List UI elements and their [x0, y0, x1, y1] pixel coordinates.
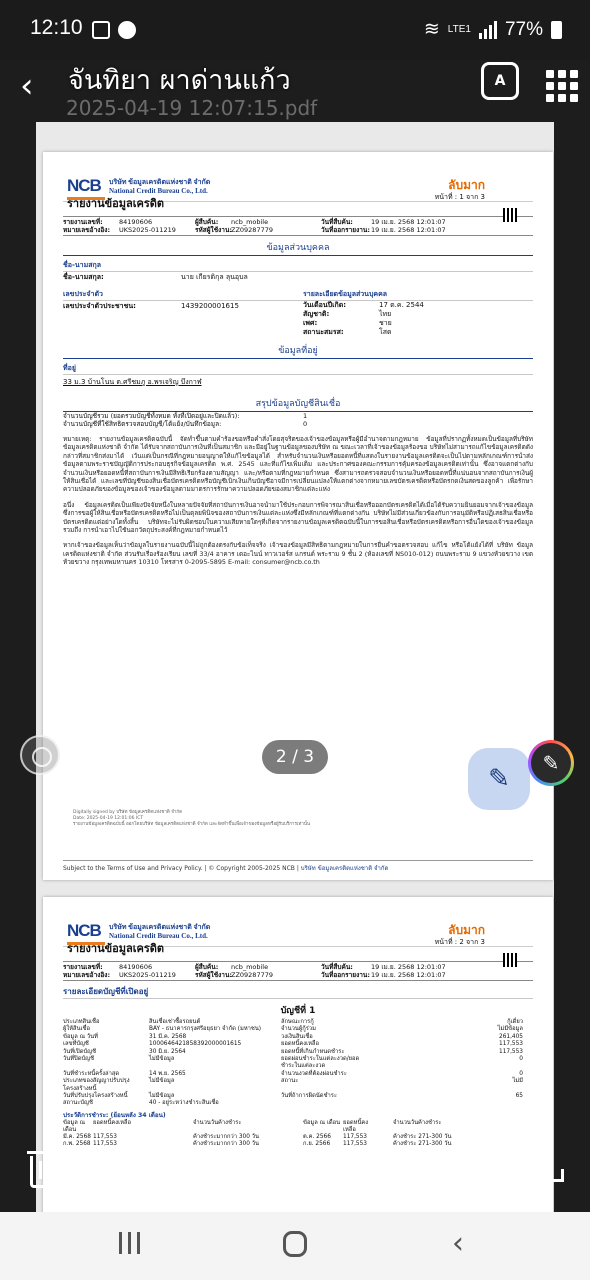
status-notification-icons: [92, 21, 136, 39]
history-row: ก.พ. 2568 117,553 ค้างชำระมากกว่า 300 วัน ก.ย. 2566 117,553 ค้างชำระ 271-300 วัน: [63, 1141, 452, 1148]
download-icon: [528, 1150, 558, 1182]
line-app-icon: [118, 21, 136, 39]
battery-percent: 77%: [504, 18, 543, 40]
background-filename: 2025-04-19 12:07:15.pdf: [66, 96, 318, 120]
open-accounts-section: รายละเอียดบัญชีที่เปิดอยู่: [63, 985, 533, 999]
signal-icon: [479, 21, 497, 39]
page-number: หน้าที่ : 1 จาก 3: [434, 193, 485, 201]
account-cell: 40 - อยู่ระหว่างชำระสินเชื่อ: [149, 1100, 219, 1107]
account-cell: ยอดผ่อนชำระในแต่ละงวด/ยอดชำระในแต่ละงวด: [281, 1056, 360, 1070]
account-cell: 0: [519, 1056, 523, 1063]
account-cell: [281, 1100, 371, 1107]
account-cell: 30 มิ.ย. 2564: [149, 1048, 186, 1055]
recent-apps-icon[interactable]: [119, 1232, 143, 1256]
account-cell: ไม่มีข้อมูล: [149, 1093, 175, 1100]
share-button[interactable]: [278, 1150, 308, 1184]
payment-history-title: ประวัติการชำระ: (ย้อนหลัง 34 เดือน): [63, 1111, 166, 1119]
id-detail-block: เลขประจำตัว เลขประจำตัวประชาชน: 1439200001615 รายละเอียดข้อมูลส่วนบุคคล วันเดือนปีเกิด: 17 ต.ค. 2544 สัญชาติ: ไทย เพศ: ชาย สถานะสมรส: โสด: [63, 285, 533, 337]
wifi-icon: ≋: [423, 19, 440, 40]
account-cell: ยอดหนี้คงเหลือ: [281, 1041, 319, 1048]
account-title: บัญชีที่ 1: [280, 1006, 316, 1016]
account-cell: ประเภทของสัญญาปรับปรุงโครงสร้างหนี้: [63, 1078, 130, 1092]
confidential-label: ลับมาก: [448, 923, 485, 937]
summary-title: สรุปข้อมูลบัญชีสินเชื่อ: [63, 396, 533, 412]
address-value: 33 ม.3 บ้านโนน ต.ศรีชมภู อ.พรเจริญ บึงกาฬ: [63, 378, 202, 386]
pencil-icon: ✎: [531, 743, 571, 783]
footer-link[interactable]: บริษัท ข้อมูลเครดิตแห่งชาติ จำกัด: [300, 865, 389, 872]
account-cell: ไม่มีข้อมูล: [497, 1026, 523, 1033]
page-number: หน้าที่ : 2 จาก 3: [434, 938, 485, 946]
report-meta: รายงานเลขที่: 84190606 ผู้สืบค้น: ncb_mobile วันที่สืบค้น: 19 เม.ย. 2568 12:01:07 หมายเลขอ้างอิง: UKS2025-011219 รหัสผู้ใช้งาน: ZZ09287779 วันที่ออกรายงาน: 19 เม.ย. 2568 12:01:07: [63, 216, 533, 236]
account-cell: วันที่ปรับปรุงโครงสร้างหนี้: [63, 1093, 128, 1100]
report-title: รายงานข้อมูลเครดิต: [67, 197, 165, 210]
payment-history-header: ข้อมูล ณ เดือน ยอดหนี้คงเหลือ จำนวนวันค้างชำระ ข้อมูล ณ เดือน ยอดหนี้คงเหลือ จำนวนวันค้างชำระ: [63, 1119, 442, 1134]
account-cell: ไม่มี: [512, 1078, 523, 1085]
dispute-paragraph: หากเจ้าของข้อมูลเห็นว่าข้อมูลในรายงานฉบับนี้ไม่ถูกต้องตรงกับข้อเท็จจริง เจ้าของข้อมูลมีสิทธิตามกฎหมายในการยื่นคำขอตรวจสอบ แก้ไข หรือโต้แย้งได้ที่ บริษัท ข้อมูลเครดิตแห่งชาติ จำกัด ส่วนรับเรื่องร้องเรียน เลขที่ 33/4 อาคาร เดอะไนน์ ทาวเวอร์ส แกรนด์ พระราม 9 ชั้น 2 (ห้องเลขที่ NS010-012) ถนนพระราม 9 แขวงห้วยขวาง เขตห้วยขวาง กรุงเทพมหานคร 10310 โทรสาร 0-2095-5895 E-mail: consumer@ncb.co.th: [63, 541, 533, 567]
confidential-label: ลับมาก: [448, 178, 485, 192]
summary-row: จำนวนบัญชีที่ใช้สิทธิตรวจสอบบัญชี/โต้แย้ง/บันทึกข้อมูล: 0: [63, 420, 308, 428]
network-label: LTE1: [447, 24, 471, 35]
account-cell: จำนวนผู้กู้ร่วม: [281, 1026, 316, 1033]
text-recognition-button[interactable]: A: [481, 62, 519, 100]
download-button[interactable]: [528, 1150, 558, 1182]
back-icon[interactable]: ‹: [452, 1226, 464, 1261]
address-section: ที่อยู่: [63, 363, 533, 375]
qr-code-icon: [503, 208, 517, 222]
summary-row: จำนวนบัญชีรวม (ยอดรวมบัญชีทั้งหมด ทั้งที่เปิดอยู่และปิดแล้ว): 1: [63, 412, 308, 420]
account-cell: สถานะบัญชี: [63, 1100, 93, 1107]
ncb-logo: NCB: [67, 921, 105, 945]
ncb-company-name: บริษัท ข้อมูลเครดิตแห่งชาติ จำกัด National Credit Bureau Co., Ltd.: [109, 178, 211, 195]
account-cell: 14 พ.ย. 2565: [149, 1070, 186, 1077]
ncb-header: [63, 152, 533, 210]
account-cell: ประเภทสินเชื่อ: [63, 1019, 100, 1025]
home-icon[interactable]: [283, 1231, 307, 1257]
account-cell: วันที่ชำระหนี้ครั้งล่าสุด: [63, 1070, 120, 1077]
delete-button[interactable]: [30, 1150, 58, 1188]
account-cell: ลักษณะการกู้: [281, 1019, 314, 1025]
qr-code-icon: [503, 953, 517, 967]
account-cell: ยอดหนี้ที่เกินกำหนดชำระ: [281, 1048, 345, 1055]
account-cell: [371, 1100, 523, 1107]
account-cell: 261,405: [499, 1033, 523, 1040]
account-cell: วันที่ปิดบัญชี: [63, 1056, 95, 1063]
ncb-company-name: บริษัท ข้อมูลเครดิตแห่งชาติ จำกัด National Credit Bureau Co., Ltd.: [109, 923, 211, 940]
note-paragraph: หมายเหตุ: รายงานข้อมูลเครดิตฉบับนี้ จัดทำขึ้นตามคำร้องขอหรือคำสั่งโดยสุจริตของเจ้าของข้อมูลหรือผู้มีอำนาจตามกฎหมาย ข้อมูลที่ปรากฏทั้งหมดเป็นข้อมูลที่บริษัท ข้อมูลเครดิตแห่งชาติ จำกัด ได้รับจากสถาบันการเงินที่เป็นสมาชิก และมีอยู่ในฐานข้อมูลของบริษัท ณ ขณะเวลาที่เจ้าของข้อมูลร้องขอ บริษัทไม่สามารถแก้ไขข้อมูลเครดิตดังกล่าวที่สมาชิกส่งมาได้ เว้นแต่เป็นกรณีที่กฎหมายอนุญาตให้แก้ไขข้อมูลได้ สำหรับจำนวนเงินหรือยอดหนี้ที่แสดงในรายงานข้อมูลเครดิตจะเป็นไปตามหลักเกณฑ์การนำส่งข้อมูลตามพระราชบัญญัติการประกอบธุรกิจข้อมูลเครดิต พ.ศ. 2545 และที่แก้ไขเพิ่มเติม และประกาศของคณะกรรมการคุ้มครองข้อมูลเครดิตเท่านั้น ซึ่งอาจแตกต่างกับจำนวนเงินหรือยอดหนี้ที่สถาบันการเงินมีสิทธิเรียกร้องตามสัญญา และ/หรือตามที่กฎหมายกำหนด ซึ่งสามารถตรวจสอบจำนวนเงินหรือยอดหนี้ที่แน่นอนจากสถาบันการเงินผู้ให้สินเชื่อได้ และเลขที่บัญชีของสินเชื่อบัตรเครดิตหรือบัญชีเบิกเงินเกินบัญชีอาจมีการเปลี่ยนแปลงให้แตกต่างจากหมายเลขบัตรเครดิตหรือบัตรกดเงินสดของลูกค้า เพื่อรักษาความปลอดภัยของข้อมูลของเจ้าของข้อมูลตามมาตรการรักษาความปลอดภัยของสมาชิกแต่ละแห่ง: [63, 435, 533, 494]
account-cell: จำนวนงวดที่ต้องผ่อนชำระ: [281, 1070, 347, 1077]
pdf-viewer[interactable]: [36, 122, 554, 1212]
account-details: [63, 1019, 533, 1108]
sender-name: จันทิยา ผาด่านแก้ว: [68, 65, 291, 96]
digital-signature: Digitally signed by บริษัท ข้อมูลเครดิตแห่งชาติ จำกัด Date: 2025-04-19 12:01:06 ICT รายงานข้อมูลเครดิตฉบับนี้ ออกโดยบริษัท ข้อมูลเครดิตแห่งชาติ จำกัด และจัดทำขึ้นเพื่อเจ้าของข้อมูลหรือผู้รับบริการเท่านั้น: [73, 810, 311, 827]
back-arrow-icon[interactable]: ‹: [20, 66, 34, 106]
account-cell: วงเงินสินเชื่อ: [281, 1033, 313, 1040]
account-cell: วันที่เปิดบัญชี: [63, 1048, 97, 1055]
account-cell: 117,553: [499, 1048, 523, 1055]
edit-button[interactable]: [528, 740, 574, 786]
trash-icon: [30, 1156, 58, 1188]
account-cell: ข้อมูล ณ วันที่: [63, 1033, 98, 1040]
gallery-icon: [92, 21, 110, 39]
account-cell: เลขที่บัญชี: [63, 1041, 89, 1048]
account-cell: สินเชื่อเช่าซื้อรถยนต์: [149, 1019, 201, 1025]
page-footer: Subject to the Terms of Use and Privacy Policy. | © Copyright 2005-2025 NCB | บริษัท ข้อมูลเครดิตแห่งชาติ จำกัด: [63, 860, 533, 873]
account-cell: กู้เดี่ยว: [507, 1019, 523, 1025]
status-time: 12:10: [30, 16, 83, 39]
zoom-lens-button[interactable]: [20, 735, 60, 775]
account-cell: 31 มี.ค. 2568: [149, 1033, 187, 1040]
account-cell: ผู้ให้สินเชื่อ: [63, 1026, 90, 1033]
report-meta: รายงานเลขที่: 84190606 ผู้สืบค้น: ncb_mobile วันที่สืบค้น: 19 เม.ย. 2568 12:01:07 หมายเลขอ้างอิง: UKS2025-011219 รหัสผู้ใช้งาน: ZZ09287779 วันที่ออกรายงาน: 19 เม.ย. 2568 12:01:07: [63, 961, 533, 981]
ncb-logo: NCB: [67, 176, 105, 200]
account-cell: BAY - ธนาคารกรุงศรีอยุธยา จำกัด (มหาชน): [149, 1026, 262, 1033]
status-right: [424, 18, 562, 41]
account-cell: สถานะ: [281, 1078, 299, 1085]
account-cell: ไม่มีข้อมูล: [149, 1056, 175, 1063]
account-cell: 117,553: [499, 1041, 523, 1048]
battery-icon: [551, 21, 562, 39]
page-indicator: 2 / 3: [262, 740, 328, 774]
system-nav-bar: [0, 1212, 590, 1280]
account-cell: 1000646421858392000001615: [149, 1041, 242, 1048]
history-row: มี.ค. 2568 117,553 ค้างชำระมากกว่า 300 วัน ต.ค. 2566 117,553 ค้างชำระ 271-300 วัน: [63, 1134, 452, 1141]
draw-pen-button[interactable]: ✎: [468, 748, 530, 810]
share-icon: [278, 1150, 308, 1184]
report-title: รายงานข้อมูลเครดิต: [67, 942, 165, 955]
account-cell: 0: [519, 1070, 523, 1077]
payment-history-rows: [63, 1134, 533, 1148]
account-cell: วันที่ถ้าการผิดนัดชำระ: [281, 1093, 337, 1100]
account-cell: ไม่มีข้อมูล: [149, 1078, 175, 1085]
address-title: ข้อมูลที่อยู่: [63, 343, 533, 359]
account-cell: 65: [515, 1093, 523, 1100]
name-row: ชื่อ-นามสกุล: นาย เกียรติกุล ลุนอุบล: [63, 273, 248, 281]
name-section: ชื่อ-นามสกุล: [63, 260, 533, 272]
disclaimer-paragraph: อนึ่ง ข้อมูลเครดิตเป็นเพียงปัจจัยหนึ่งในหลายปัจจัยที่สถาบันการเงินอาจนำมาใช้ประกอบการพิจารณาสินเชื่อหรือออกบัตรเครดิตได้เมื่อได้รับความยินยอมจากเจ้าของข้อมูล ซึ่งการขอผู้ให้สินเชื่อหรือบัตรเครดิตหรือไม่เป็นดุลยพินิจของสถาบันการเงินแต่ละแห่งซึ่งมีหลักเกณฑ์ที่แตกต่างกัน บริษัทไม่มีส่วนเกี่ยวข้องกับการอนุมัติหรือปฏิเสธสินเชื่อหรือบัตรเครดิตแต่อย่างใดทั้งสิ้น บริษัทจะไม่รับผิดชอบในความเสียหายใดๆที่เกิดจากรายงานข้อมูลเครดิตฉบับนี้ในการขอสินเชื่อหรือบัตรเครดิตหรือการอื่นใดของเจ้าของข้อมูล รวมถึง การนำเอาไปใช้นอกวัตถุประสงค์ที่กฎหมายกำหนดไว้: [63, 500, 533, 535]
ncb-header: [63, 897, 533, 955]
personal-info-title: ข้อมูลส่วนบุคคล: [63, 240, 533, 256]
